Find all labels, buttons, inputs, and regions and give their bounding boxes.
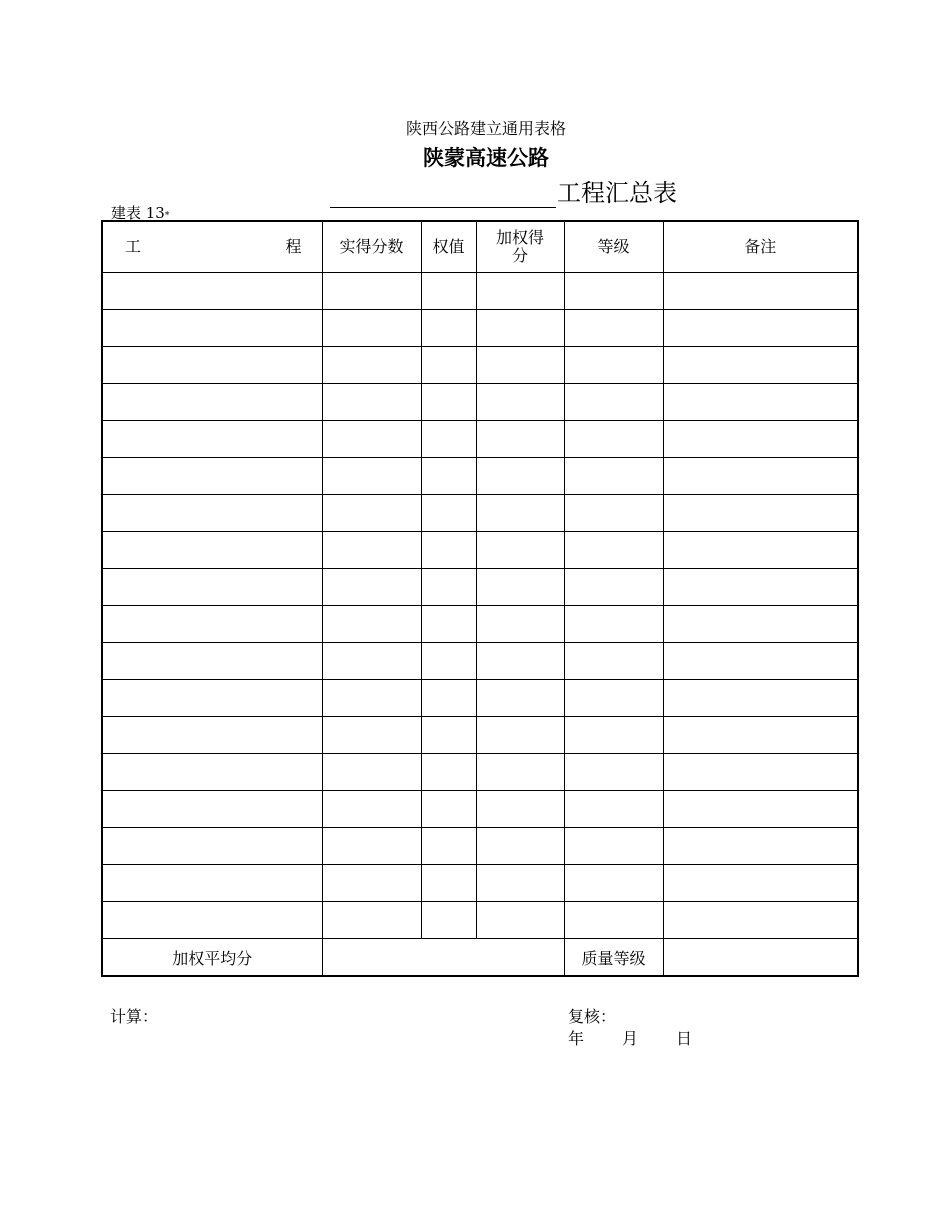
table-row xyxy=(102,828,858,865)
weighted-average-label: 加权平均分 xyxy=(102,939,322,977)
table-row xyxy=(102,902,858,939)
cell-project[interactable] xyxy=(102,569,322,606)
cell-actual-score[interactable] xyxy=(322,495,421,532)
cell-weighted-score[interactable] xyxy=(476,717,564,754)
cell-remarks[interactable] xyxy=(663,754,858,791)
cell-project[interactable] xyxy=(102,273,322,310)
header-weight: 权值 xyxy=(421,221,476,273)
cell-grade[interactable] xyxy=(564,384,663,421)
cell-weight[interactable] xyxy=(421,606,476,643)
cell-actual-score[interactable] xyxy=(322,310,421,347)
cell-project[interactable] xyxy=(102,458,322,495)
cell-actual-score[interactable] xyxy=(322,569,421,606)
cell-weighted-score[interactable] xyxy=(476,791,564,828)
header-weighted-score xyxy=(476,221,564,273)
table-header-row xyxy=(102,221,858,273)
cell-weight[interactable] xyxy=(421,643,476,680)
cell-weight[interactable] xyxy=(421,680,476,717)
cell-remarks[interactable] xyxy=(663,495,858,532)
form-number-text: 建表 13 xyxy=(111,204,165,222)
cell-remarks[interactable] xyxy=(663,717,858,754)
table-row xyxy=(102,458,858,495)
cell-grade[interactable] xyxy=(564,754,663,791)
form-subtitle: 陕西公路建立通用表格 xyxy=(405,119,566,138)
cell-project[interactable] xyxy=(102,828,322,865)
calculation-label: 计算： xyxy=(110,1007,159,1026)
cell-project[interactable] xyxy=(102,865,322,902)
cell-remarks[interactable] xyxy=(663,643,858,680)
table-row xyxy=(102,532,858,569)
cell-weight[interactable] xyxy=(421,717,476,754)
table-row xyxy=(102,421,858,458)
cell-weighted-score[interactable] xyxy=(476,754,564,791)
cell-actual-score[interactable] xyxy=(322,680,421,717)
cell-actual-score[interactable] xyxy=(322,273,421,310)
cell-grade[interactable] xyxy=(564,902,663,939)
header-project-left: 工 xyxy=(125,237,142,256)
cell-remarks[interactable] xyxy=(663,273,858,310)
cell-weight[interactable] xyxy=(421,865,476,902)
cell-weighted-score[interactable] xyxy=(476,421,564,458)
cell-weighted-score[interactable] xyxy=(476,310,564,347)
quality-grade-value[interactable] xyxy=(663,939,858,977)
project-name-blank[interactable] xyxy=(330,183,556,208)
table-footer-row xyxy=(102,939,858,977)
header-remarks: 备注 xyxy=(663,221,858,273)
table-row xyxy=(102,310,858,347)
cell-remarks[interactable] xyxy=(663,902,858,939)
header-project xyxy=(102,221,322,273)
cell-project[interactable] xyxy=(102,643,322,680)
cell-weighted-score[interactable] xyxy=(476,347,564,384)
cell-remarks[interactable] xyxy=(663,347,858,384)
table-row xyxy=(102,754,858,791)
cell-weight[interactable] xyxy=(421,384,476,421)
cell-actual-score[interactable] xyxy=(322,828,421,865)
cell-actual-score[interactable] xyxy=(322,717,421,754)
cell-project[interactable] xyxy=(102,347,322,384)
form-number-mark: * xyxy=(164,211,170,221)
cell-remarks[interactable] xyxy=(663,606,858,643)
cell-project[interactable] xyxy=(102,754,322,791)
summary-table xyxy=(101,220,859,977)
cell-project[interactable] xyxy=(102,680,322,717)
form-title xyxy=(330,173,677,208)
cell-remarks[interactable] xyxy=(663,458,858,495)
review-label: 复核： xyxy=(568,1007,617,1026)
cell-weighted-score[interactable] xyxy=(476,495,564,532)
cell-weight[interactable] xyxy=(421,347,476,384)
cell-weighted-score[interactable] xyxy=(476,680,564,717)
cell-grade[interactable] xyxy=(564,791,663,828)
cell-project[interactable] xyxy=(102,532,322,569)
cell-remarks[interactable] xyxy=(663,421,858,458)
cell-actual-score[interactable] xyxy=(322,384,421,421)
cell-project[interactable] xyxy=(102,495,322,532)
cell-actual-score[interactable] xyxy=(322,347,421,384)
cell-grade[interactable] xyxy=(564,495,663,532)
cell-grade[interactable] xyxy=(564,606,663,643)
table-row xyxy=(102,273,858,310)
cell-remarks[interactable] xyxy=(663,680,858,717)
cell-remarks[interactable] xyxy=(663,532,858,569)
cell-weight[interactable] xyxy=(421,754,476,791)
cell-actual-score[interactable] xyxy=(322,791,421,828)
cell-grade[interactable] xyxy=(564,643,663,680)
cell-actual-score[interactable] xyxy=(322,532,421,569)
weighted-average-value[interactable] xyxy=(322,939,564,977)
cell-actual-score[interactable] xyxy=(322,643,421,680)
cell-remarks[interactable] xyxy=(663,791,858,828)
cell-grade[interactable] xyxy=(564,421,663,458)
date-month: 月 xyxy=(622,1029,639,1048)
cell-grade[interactable] xyxy=(564,828,663,865)
cell-project[interactable] xyxy=(102,902,322,939)
cell-project[interactable] xyxy=(102,310,322,347)
table-row xyxy=(102,717,858,754)
cell-weight[interactable] xyxy=(421,495,476,532)
table-row xyxy=(102,347,858,384)
table-row xyxy=(102,495,858,532)
form-title-text: 工程汇总表 xyxy=(557,179,677,207)
quality-grade-label: 质量等级 xyxy=(564,939,663,977)
cell-weighted-score[interactable] xyxy=(476,569,564,606)
cell-weighted-score[interactable] xyxy=(476,273,564,310)
cell-project[interactable] xyxy=(102,384,322,421)
date-year: 年 xyxy=(568,1029,585,1048)
cell-remarks[interactable] xyxy=(663,865,858,902)
cell-actual-score[interactable] xyxy=(322,606,421,643)
cell-actual-score[interactable] xyxy=(322,458,421,495)
cell-weighted-score[interactable] xyxy=(476,384,564,421)
cell-weight[interactable] xyxy=(421,828,476,865)
cell-grade[interactable] xyxy=(564,865,663,902)
cell-project[interactable] xyxy=(102,717,322,754)
cell-actual-score[interactable] xyxy=(322,865,421,902)
table-row xyxy=(102,643,858,680)
cell-weighted-score[interactable] xyxy=(476,828,564,865)
cell-weight[interactable] xyxy=(421,569,476,606)
cell-remarks[interactable] xyxy=(663,310,858,347)
cell-weighted-score[interactable] xyxy=(476,865,564,902)
cell-weight[interactable] xyxy=(421,532,476,569)
date-day: 日 xyxy=(676,1029,693,1048)
cell-grade[interactable] xyxy=(564,458,663,495)
cell-project[interactable] xyxy=(102,606,322,643)
cell-remarks[interactable] xyxy=(663,828,858,865)
cell-grade[interactable] xyxy=(564,569,663,606)
cell-actual-score[interactable] xyxy=(322,902,421,939)
table-row xyxy=(102,569,858,606)
cell-grade[interactable] xyxy=(564,532,663,569)
cell-weight[interactable] xyxy=(421,791,476,828)
cell-weighted-score[interactable] xyxy=(476,643,564,680)
cell-grade[interactable] xyxy=(564,347,663,384)
cell-project[interactable] xyxy=(102,791,322,828)
table-row xyxy=(102,606,858,643)
date-line xyxy=(568,1026,692,1049)
cell-grade[interactable] xyxy=(564,680,663,717)
cell-weighted-score[interactable] xyxy=(476,532,564,569)
table-row xyxy=(102,865,858,902)
cell-weight[interactable] xyxy=(421,273,476,310)
header-grade: 等级 xyxy=(564,221,663,273)
project-name: 陕蒙高速公路 xyxy=(423,146,549,170)
cell-weight[interactable] xyxy=(421,310,476,347)
table-row xyxy=(102,384,858,421)
header-project-right: 程 xyxy=(285,237,302,256)
header-actual-score: 实得分数 xyxy=(322,221,421,273)
header-weighted-score-text: 加权得分 xyxy=(495,228,544,265)
cell-remarks[interactable] xyxy=(663,569,858,606)
cell-weighted-score[interactable] xyxy=(476,606,564,643)
cell-weight[interactable] xyxy=(421,421,476,458)
cell-grade[interactable] xyxy=(564,310,663,347)
cell-remarks[interactable] xyxy=(663,384,858,421)
cell-grade[interactable] xyxy=(564,273,663,310)
cell-grade[interactable] xyxy=(564,717,663,754)
cell-weight[interactable] xyxy=(421,458,476,495)
cell-weighted-score[interactable] xyxy=(476,458,564,495)
cell-weight[interactable] xyxy=(421,902,476,939)
table-row xyxy=(102,680,858,717)
cell-weighted-score[interactable] xyxy=(476,902,564,939)
cell-project[interactable] xyxy=(102,421,322,458)
table-row xyxy=(102,791,858,828)
cell-actual-score[interactable] xyxy=(322,421,421,458)
cell-actual-score[interactable] xyxy=(322,754,421,791)
